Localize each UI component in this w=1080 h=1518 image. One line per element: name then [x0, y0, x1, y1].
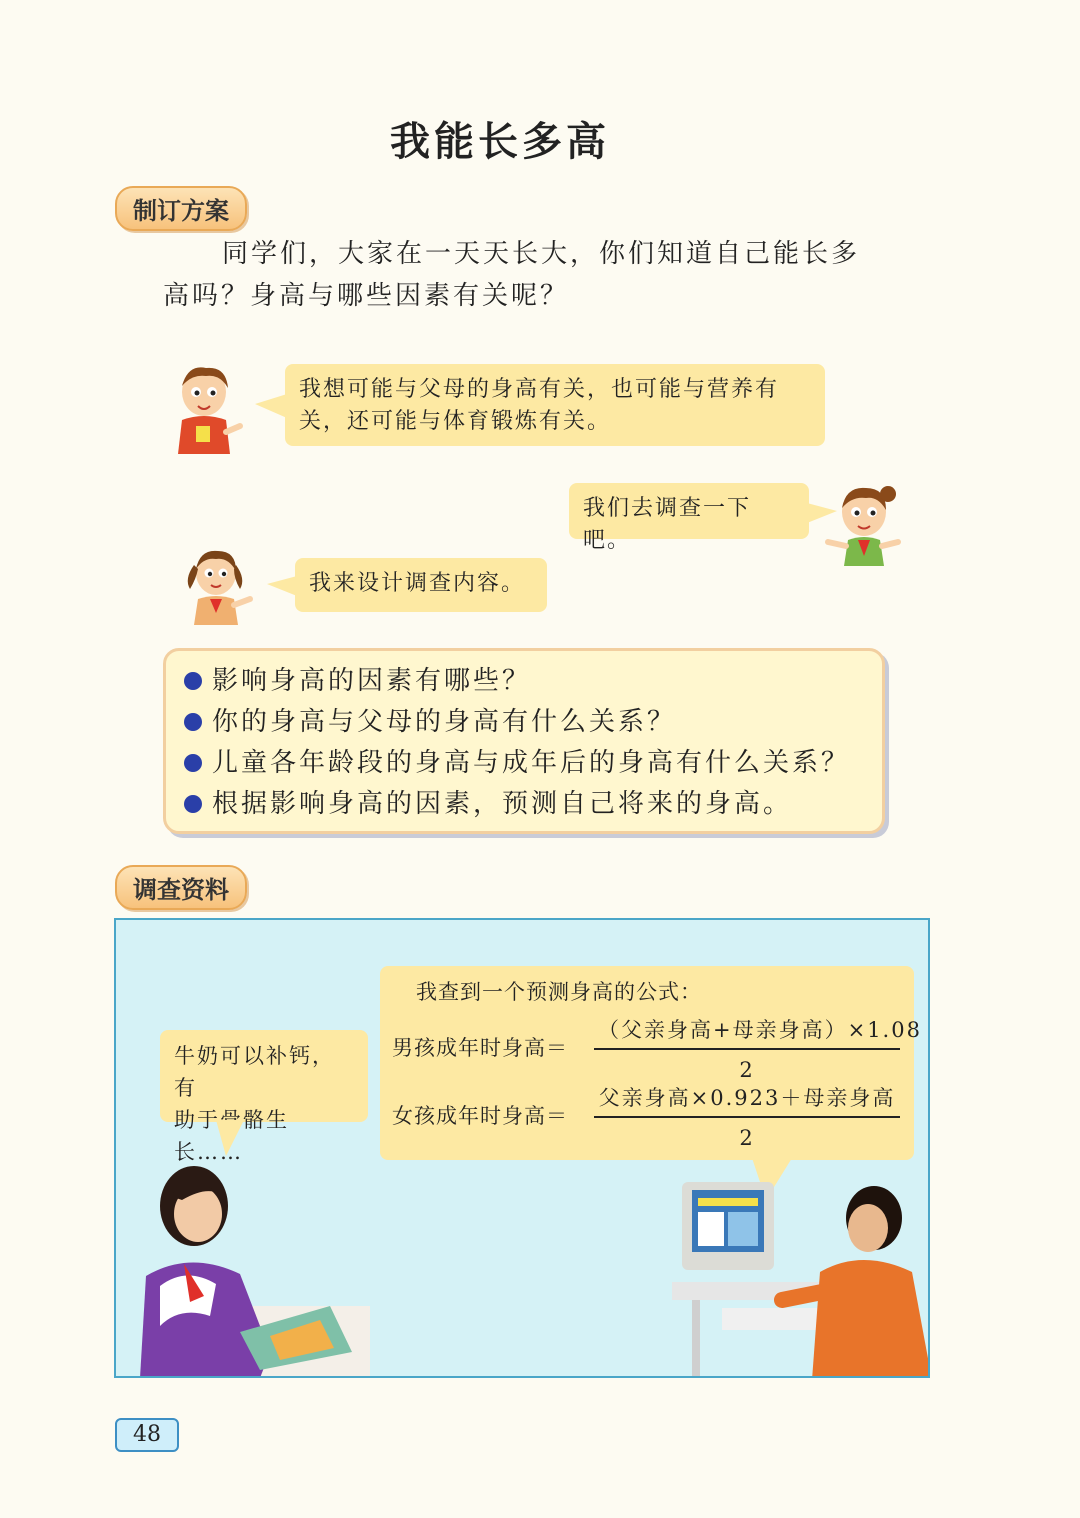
girl-with-pigtails-cartoon-icon [180, 543, 256, 625]
question-list [184, 661, 864, 825]
girl-right-bubble-text: 我们去调查一下吧。 [583, 496, 752, 553]
girl-cartoon-icon [822, 480, 902, 566]
girl-formula-label: 女孩成年时身高＝ [392, 1104, 568, 1128]
section-tag-plan: 制订方案 [115, 186, 247, 231]
boy-cartoon-icon [168, 362, 246, 454]
page-title: 我能长多高 [390, 119, 610, 165]
research-panel [114, 918, 930, 1378]
boy-at-computer-image [662, 1162, 930, 1378]
milk-speech-bubble [160, 1030, 368, 1164]
girl-formula-denominator: 2 [739, 1126, 755, 1150]
intro-line-1: 同学们，大家在一天天长大，你们知道自己能长多 [222, 239, 861, 269]
boy-bubble-line-1: 我想可能与父母的身高有关，也可能与营养有 [299, 377, 780, 402]
girl-formula-numerator: 父亲身高×0.923＋母亲身高 [594, 1082, 900, 1118]
bullet-icon [184, 672, 202, 690]
question-item: 根据影响身高的因素，预测自己将来的身高。 [184, 784, 864, 825]
bullet-icon [184, 713, 202, 731]
bubble-tail [216, 1120, 244, 1156]
bubble-tail [267, 576, 297, 596]
milk-bubble-line-1: 牛奶可以补钙，有 [174, 1044, 335, 1100]
boy-formula-numerator: （父亲身高+母亲身高）×1.08 [594, 1014, 900, 1050]
section-tag-research: 调查资料 [115, 865, 247, 910]
girl-right-speech-bubble [569, 483, 809, 553]
intro-line-2: 高吗？身高与哪些因素有关呢？ [163, 281, 570, 311]
question-item: 你的身高与父母的身高有什么关系？ [184, 702, 864, 743]
milk-bubble-line-2: 助于骨骼生长…… [174, 1108, 289, 1164]
bullet-icon [184, 754, 202, 772]
boy-speech-bubble [285, 364, 825, 446]
bubble-tail [255, 394, 287, 418]
formula-intro: 我查到一个预测身高的公式： [416, 980, 702, 1004]
question-item: 影响身高的因素有哪些？ [184, 661, 864, 702]
boy-formula-denominator: 2 [739, 1058, 755, 1082]
page-number: 48 [115, 1418, 179, 1452]
boy-bubble-line-2: 关，还可能与体育锻炼有关。 [299, 409, 612, 434]
question-item: 儿童各年龄段的身高与成年后的身高有什么关系？ [184, 743, 864, 784]
boy-formula-fraction [594, 1014, 922, 1086]
girl-left-bubble-text: 我来设计调查内容。 [309, 571, 526, 596]
formula-speech-bubble [380, 966, 922, 1160]
girl-reading-book-image [120, 1156, 370, 1378]
girl-formula-fraction [594, 1082, 900, 1154]
survey-questions-box [163, 648, 885, 834]
boy-formula-label: 男孩成年时身高＝ [392, 1036, 568, 1060]
bullet-icon [184, 795, 202, 813]
girl-left-speech-bubble [295, 558, 547, 612]
